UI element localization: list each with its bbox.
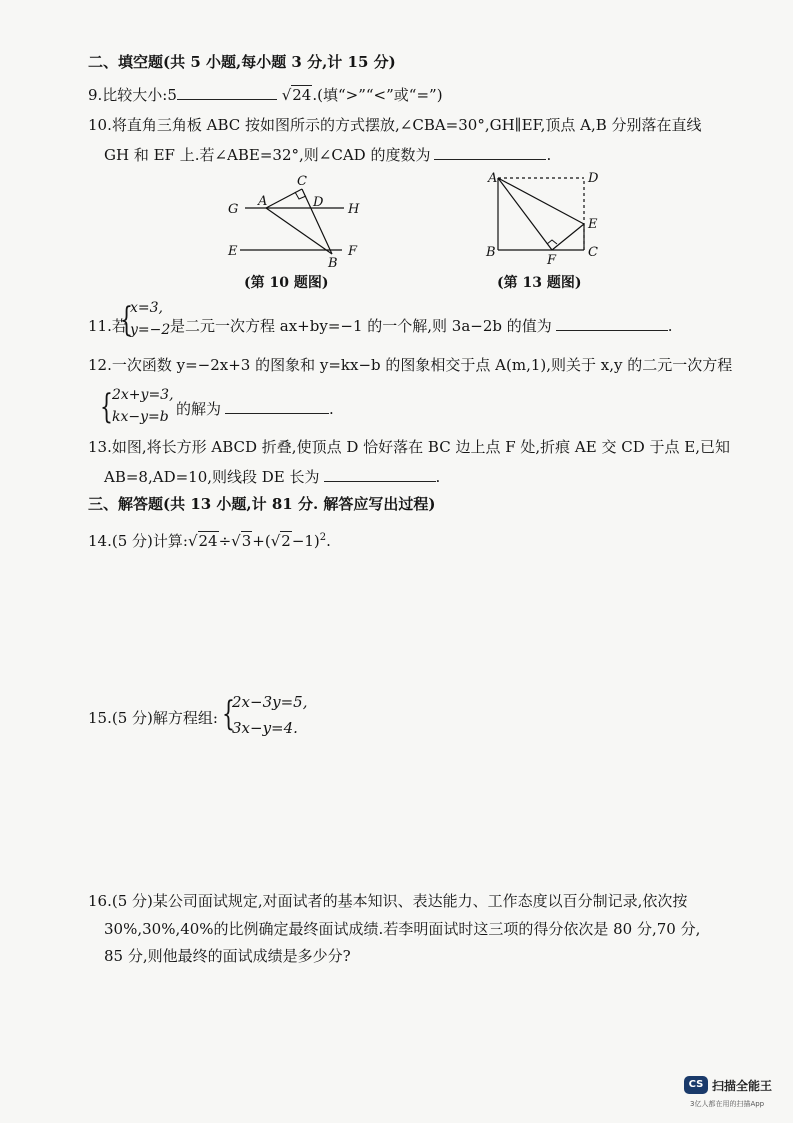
q9-prefix: 9.比较大小:5 (88, 86, 177, 104)
q15-eq2: 3x−y=4. (232, 719, 298, 737)
q11-eq2: y=−2 (130, 322, 171, 338)
q12-eq2: kx−y=b (112, 409, 169, 425)
camscanner-tagline: 3亿人都在用的扫描App (690, 1100, 765, 1108)
q9-sqrt: √24 (281, 86, 312, 104)
fig10-caption: (第 10 题图) (244, 275, 329, 291)
label-a: A (258, 194, 268, 209)
question-11-text (170, 316, 673, 336)
q16-line1: 16.(5 分)某公司面试规定,对面试者的基本知识、表达能力、工作态度以百分制记录,依次按 (88, 892, 688, 910)
crease-ae (498, 178, 584, 224)
q14-sqrt-3: √2 (270, 532, 291, 550)
question-13-line2 (104, 467, 440, 487)
q12-answer-blank[interactable] (225, 399, 329, 414)
segment-ac (266, 189, 302, 208)
question-9 (88, 85, 443, 105)
q12-line1: 12.一次函数 y=−2x+3 的图象和 y=kx−b 的图象相交于点 A(m,1),则关于 x,y 的二元一次方程 (88, 356, 733, 374)
label-e: E (588, 217, 598, 232)
q10-answer-blank[interactable] (434, 145, 546, 160)
camscanner-logo: CS (684, 1076, 708, 1094)
q16-line2: 30%,30%,40%的比例确定最终面试成绩.若李明面试时这三项的得分依次是 80 分,70 分, (104, 920, 701, 938)
q11-end: . (667, 317, 673, 335)
question-12-answer (176, 399, 334, 419)
q12-text: 的解为 (176, 400, 222, 418)
q11-answer-blank[interactable] (556, 316, 668, 331)
q13-answer-blank[interactable] (324, 467, 436, 482)
label-h: H (348, 202, 360, 217)
q12-end: . (329, 400, 334, 418)
q14-sqrt-1: √24 (187, 532, 218, 550)
q14-exponent: 2 (319, 532, 327, 543)
q9-suffix: .(填“>”“<”或“=”) (312, 86, 443, 104)
label-c: C (297, 174, 307, 189)
q14-tail: −1) (291, 532, 320, 550)
label-b: B (486, 245, 496, 260)
q10-line2: GH 和 EF 上.若∠ABE=32°,则∠CAD 的度数为 (104, 146, 431, 164)
label-a: A (488, 171, 498, 186)
segment-fe (552, 224, 584, 250)
label-e: E (228, 244, 238, 259)
section3-heading: 三、解答题(共 13 小题,计 81 分. 解答应写出过程) (88, 495, 436, 513)
q11-text: 是二元一次方程 ax+by=−1 的一个解,则 3a−2b 的值为 (170, 317, 552, 335)
label-c: C (588, 245, 598, 260)
q13-line2: AB=8,AD=10,则线段 DE 长为 (104, 468, 320, 486)
q14-prefix: 14.(5 分)计算: (88, 532, 188, 550)
segment-af (498, 178, 552, 250)
q10-line1: 10.将直角三角板 ABC 按如图所示的方式摆放,∠CBA=30°,GH∥EF,顶点 A,B 分别落在直线 (88, 116, 702, 134)
label-d: D (313, 195, 324, 210)
q9-answer-blank[interactable] (177, 85, 277, 100)
section2-heading: 二、填空题(共 5 小题,每小题 3 分,计 15 分) (88, 53, 396, 71)
segment-ab (266, 208, 332, 254)
camscanner-name: 扫描全能王 (712, 1079, 773, 1093)
q11-brace: { (120, 300, 133, 340)
label-g: G (228, 202, 239, 217)
q14-sqrt-2: √3 (231, 532, 252, 550)
q13-line1: 13.如图,将长方形 ABCD 折叠,使顶点 D 恰好落在 BC 边上点 F 处,折痕 AE 交 CD 于点 E,已知 (88, 438, 730, 456)
q13-end: . (435, 468, 441, 486)
label-f: F (348, 244, 358, 259)
fig13-caption: (第 13 题图) (497, 275, 582, 291)
q12-eq1: 2x+y=3, (112, 387, 174, 403)
label-f: F (547, 253, 557, 268)
question-10-line2 (104, 145, 551, 165)
q15-eq1: 2x−3y=5, (232, 693, 308, 711)
q14-plus: +( (252, 532, 271, 550)
figure-13 (480, 168, 610, 268)
question-14 (88, 528, 331, 551)
label-b: B (328, 256, 338, 270)
q14-end: . (326, 532, 331, 550)
q12-brace: { (100, 387, 113, 427)
q15-prefix: 15.(5 分)解方程组: (88, 709, 218, 727)
q14-divide: ÷ (218, 532, 232, 550)
figure-10 (220, 170, 380, 270)
label-d: D (588, 171, 599, 186)
q11-prefix: 11.若 (88, 317, 127, 335)
q15-brace: { (222, 694, 235, 734)
q10-end: . (546, 146, 552, 164)
q11-eq1: x=3, (130, 300, 163, 316)
q16-line3: 85 分,则他最终的面试成绩是多少分? (104, 947, 351, 965)
right-angle-mark (547, 240, 557, 244)
